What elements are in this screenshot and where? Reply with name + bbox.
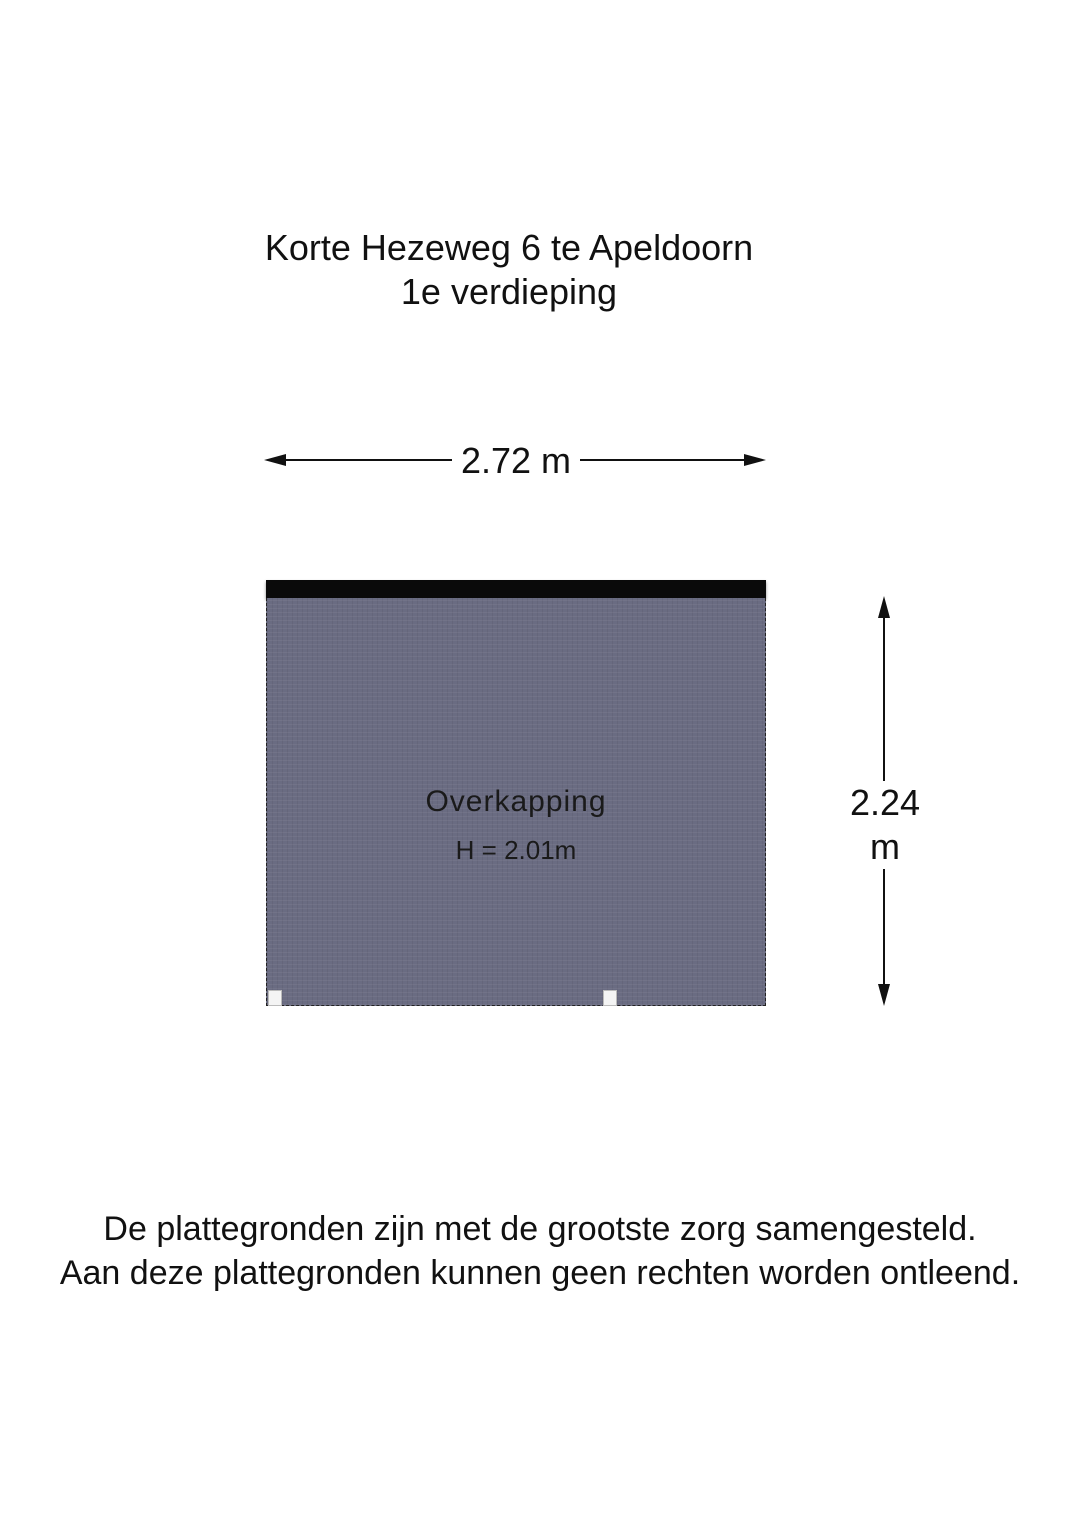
- room-overkapping: [266, 580, 766, 1006]
- disclaimer: [0, 1207, 1080, 1295]
- support-post: [268, 990, 282, 1006]
- depth-dimension: [830, 596, 960, 1008]
- address-title: Korte Hezeweg 6 te Apeldoorn: [264, 227, 754, 268]
- floor-level-label: 1e verdieping: [400, 271, 618, 312]
- depth-dimension-label: 2.24 m: [830, 781, 940, 869]
- width-dimension-label: 2.72 m: [460, 440, 572, 481]
- disclaimer-line: De plattegronden zijn met de grootste zorg samengesteld.: [103, 1210, 977, 1248]
- support-post: [603, 990, 617, 1006]
- disclaimer-line: Aan deze plattegronden kunnen geen rechten worden ontleend.: [59, 1254, 1021, 1292]
- room-wall: [266, 580, 766, 598]
- width-dimension: [262, 436, 770, 486]
- floorplan-title: [259, 226, 759, 314]
- room-name: Overkapping: [425, 785, 607, 818]
- room-height: H = 2.01m: [455, 835, 577, 865]
